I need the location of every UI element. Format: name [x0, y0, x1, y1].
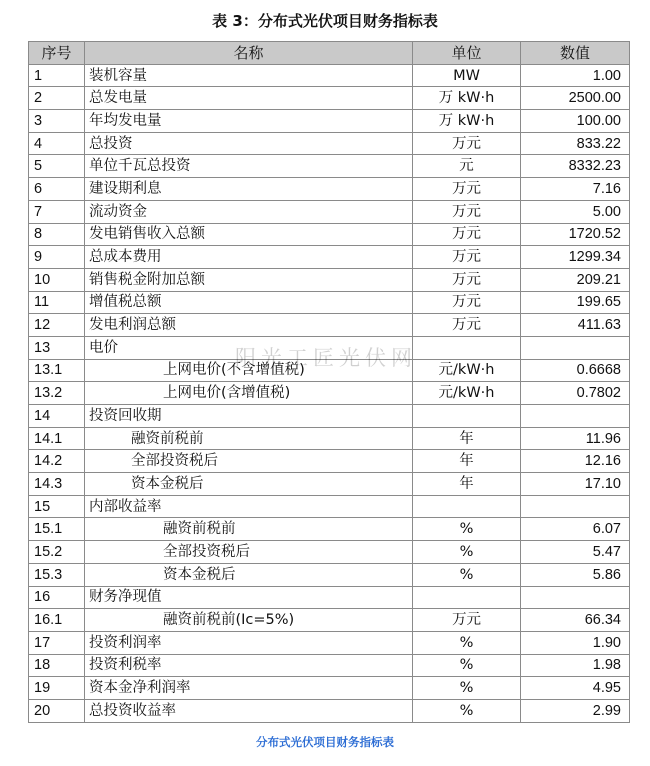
row-unit-cell: % — [413, 518, 521, 541]
row-value-cell: 4.95 — [521, 677, 630, 700]
row-no-cell: 5 — [29, 155, 85, 178]
header-name: 名称 — [85, 42, 413, 65]
row-value-cell: 0.6668 — [521, 359, 630, 382]
row-value-cell: 833.22 — [521, 132, 630, 155]
financial-indicators-table — [28, 41, 630, 723]
row-unit-cell: 元 — [413, 155, 521, 178]
row-unit-cell: % — [413, 654, 521, 677]
row-no-cell: 16.1 — [29, 609, 85, 632]
row-no-cell: 13.2 — [29, 382, 85, 405]
row-value-cell: 1299.34 — [521, 246, 630, 269]
row-no-cell: 20 — [29, 699, 85, 722]
row-value-cell: 2500.00 — [521, 87, 630, 110]
table-row — [29, 291, 630, 314]
header-value: 数值 — [521, 42, 630, 65]
table-row — [29, 110, 630, 133]
row-name-cell: 总成本费用 — [85, 246, 413, 269]
row-value-cell — [521, 336, 630, 359]
table-row — [29, 563, 630, 586]
row-name-cell: 融资前税前(Ic=5%) — [85, 609, 413, 632]
row-no-cell: 14 — [29, 405, 85, 428]
row-name-cell: 总发电量 — [85, 87, 413, 110]
row-name-cell: 内部收益率 — [85, 495, 413, 518]
row-value-cell: 12.16 — [521, 450, 630, 473]
row-value-cell: 1720.52 — [521, 223, 630, 246]
table-row — [29, 495, 630, 518]
row-unit-cell: 万元 — [413, 268, 521, 291]
row-name-cell: 销售税金附加总额 — [85, 268, 413, 291]
row-no-cell: 2 — [29, 87, 85, 110]
table-row — [29, 132, 630, 155]
row-name-cell: 年均发电量 — [85, 110, 413, 133]
header-no: 序号 — [29, 42, 85, 65]
row-name-cell: 装机容量 — [85, 64, 413, 87]
row-value-cell — [521, 586, 630, 609]
row-no-cell: 12 — [29, 314, 85, 337]
row-value-cell: 5.47 — [521, 541, 630, 564]
row-name-cell: 上网电价(含增值税) — [85, 382, 413, 405]
row-unit-cell: 万元 — [413, 132, 521, 155]
row-unit-cell: 年 — [413, 473, 521, 496]
row-no-cell: 15.2 — [29, 541, 85, 564]
table-title: 表 3：分布式光伏项目财务指标表 — [212, 12, 438, 30]
row-no-cell: 11 — [29, 291, 85, 314]
row-name-cell: 上网电价(不含增值税) — [85, 359, 413, 382]
table-row — [29, 541, 630, 564]
watermark-text: 阳光工匠光伏网 — [235, 346, 417, 370]
table-row — [29, 200, 630, 223]
row-value-cell: 199.65 — [521, 291, 630, 314]
row-unit-cell — [413, 586, 521, 609]
table-row — [29, 359, 630, 382]
row-no-cell: 1 — [29, 64, 85, 87]
row-name-cell: 资本金税后 — [85, 473, 413, 496]
table-row — [29, 631, 630, 654]
row-name-cell: 全部投资税后 — [85, 450, 413, 473]
row-unit-cell: 万元 — [413, 246, 521, 269]
table-row — [29, 64, 630, 87]
row-no-cell: 16 — [29, 586, 85, 609]
row-value-cell — [521, 405, 630, 428]
row-no-cell: 14.1 — [29, 427, 85, 450]
row-no-cell: 10 — [29, 268, 85, 291]
row-value-cell: 1.00 — [521, 64, 630, 87]
table-row — [29, 268, 630, 291]
row-name-cell: 增值税总额 — [85, 291, 413, 314]
row-unit-cell: 年 — [413, 450, 521, 473]
row-no-cell: 13.1 — [29, 359, 85, 382]
header-unit: 单位 — [413, 42, 521, 65]
table-row — [29, 586, 630, 609]
row-no-cell: 14.3 — [29, 473, 85, 496]
row-unit-cell: 万 kW·h — [413, 110, 521, 133]
table-header-row — [29, 42, 630, 65]
row-unit-cell — [413, 405, 521, 428]
table-row — [29, 246, 630, 269]
row-name-cell: 发电利润总额 — [85, 314, 413, 337]
row-unit-cell: 万元 — [413, 609, 521, 632]
table-row — [29, 382, 630, 405]
row-value-cell: 8332.23 — [521, 155, 630, 178]
table-row — [29, 178, 630, 201]
row-value-cell: 1.90 — [521, 631, 630, 654]
row-name-cell: 总投资收益率 — [85, 699, 413, 722]
table-row — [29, 427, 630, 450]
row-no-cell: 13 — [29, 336, 85, 359]
row-no-cell: 15 — [29, 495, 85, 518]
row-unit-cell: 年 — [413, 427, 521, 450]
row-name-cell: 融资前税前 — [85, 518, 413, 541]
row-value-cell: 11.96 — [521, 427, 630, 450]
table-row — [29, 473, 630, 496]
row-name-cell: 融资前税前 — [85, 427, 413, 450]
row-unit-cell: 万元 — [413, 178, 521, 201]
row-name-cell: 投资利润率 — [85, 631, 413, 654]
row-name-cell: 投资回收期 — [85, 405, 413, 428]
row-value-cell: 100.00 — [521, 110, 630, 133]
row-unit-cell: 万元 — [413, 314, 521, 337]
row-unit-cell — [413, 336, 521, 359]
row-name-cell: 资本金税后 — [85, 563, 413, 586]
table-row — [29, 609, 630, 632]
row-unit-cell: 万 kW·h — [413, 87, 521, 110]
row-name-cell: 投资利税率 — [85, 654, 413, 677]
row-value-cell: 5.86 — [521, 563, 630, 586]
table-row — [29, 223, 630, 246]
row-unit-cell: 元/kW·h — [413, 359, 521, 382]
row-no-cell: 18 — [29, 654, 85, 677]
row-no-cell: 8 — [29, 223, 85, 246]
table-row — [29, 677, 630, 700]
row-no-cell: 7 — [29, 200, 85, 223]
row-unit-cell: 万元 — [413, 223, 521, 246]
row-value-cell: 411.63 — [521, 314, 630, 337]
row-no-cell: 17 — [29, 631, 85, 654]
row-unit-cell: % — [413, 541, 521, 564]
row-value-cell — [521, 495, 630, 518]
row-value-cell: 17.10 — [521, 473, 630, 496]
row-name-cell: 财务净现值 — [85, 586, 413, 609]
table-row — [29, 518, 630, 541]
row-name-cell: 建设期利息 — [85, 178, 413, 201]
table-row — [29, 450, 630, 473]
row-value-cell: 66.34 — [521, 609, 630, 632]
row-unit-cell: % — [413, 563, 521, 586]
row-value-cell: 0.7802 — [521, 382, 630, 405]
figure-caption: 分布式光伏项目财务指标表 — [256, 735, 394, 749]
row-no-cell: 9 — [29, 246, 85, 269]
row-unit-cell: 元/kW·h — [413, 382, 521, 405]
row-no-cell: 15.3 — [29, 563, 85, 586]
row-name-cell: 流动资金 — [85, 200, 413, 223]
row-unit-cell: MW — [413, 64, 521, 87]
row-unit-cell — [413, 495, 521, 518]
row-name-cell: 总投资 — [85, 132, 413, 155]
row-no-cell: 14.2 — [29, 450, 85, 473]
row-unit-cell: % — [413, 677, 521, 700]
row-value-cell: 1.98 — [521, 654, 630, 677]
table-row — [29, 699, 630, 722]
row-name-cell: 单位千瓦总投资 — [85, 155, 413, 178]
row-name-cell: 全部投资税后 — [85, 541, 413, 564]
table-row — [29, 405, 630, 428]
table-row — [29, 155, 630, 178]
table-row — [29, 336, 630, 359]
table-body — [29, 64, 630, 722]
row-value-cell: 7.16 — [521, 178, 630, 201]
row-no-cell: 3 — [29, 110, 85, 133]
row-name-cell: 电价 — [85, 336, 413, 359]
table-row — [29, 654, 630, 677]
row-value-cell: 6.07 — [521, 518, 630, 541]
row-value-cell: 2.99 — [521, 699, 630, 722]
row-name-cell: 发电销售收入总额 — [85, 223, 413, 246]
row-no-cell: 19 — [29, 677, 85, 700]
row-no-cell: 4 — [29, 132, 85, 155]
row-unit-cell: % — [413, 631, 521, 654]
row-no-cell: 15.1 — [29, 518, 85, 541]
row-unit-cell: % — [413, 699, 521, 722]
row-unit-cell: 万元 — [413, 200, 521, 223]
row-value-cell: 209.21 — [521, 268, 630, 291]
row-name-cell: 资本金净利润率 — [85, 677, 413, 700]
table-row — [29, 314, 630, 337]
row-no-cell: 6 — [29, 178, 85, 201]
row-unit-cell: 万元 — [413, 291, 521, 314]
table-row — [29, 87, 630, 110]
row-value-cell: 5.00 — [521, 200, 630, 223]
